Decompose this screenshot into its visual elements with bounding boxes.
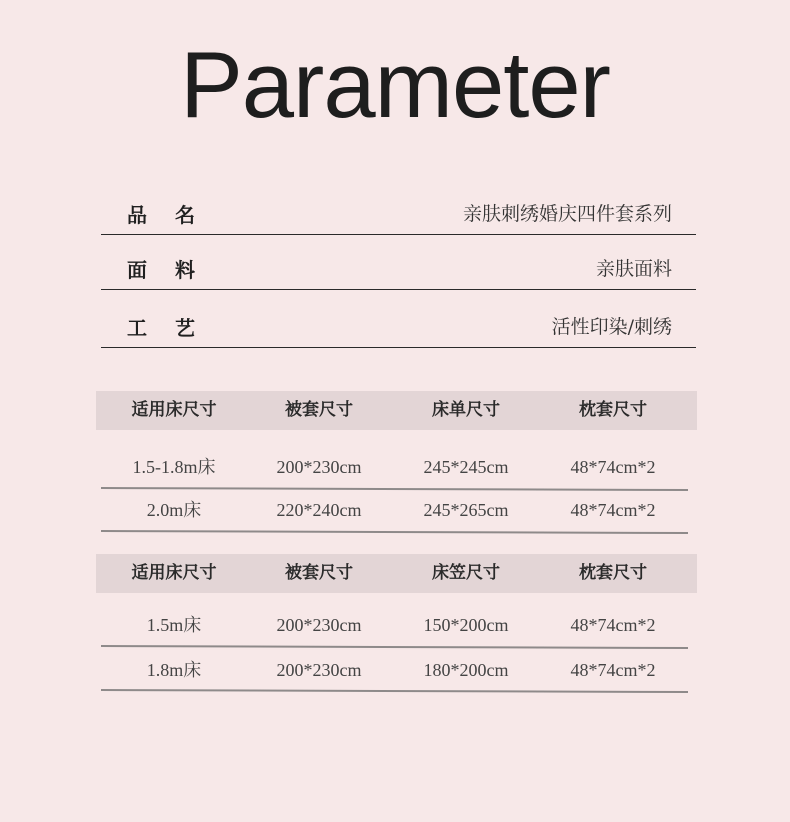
table-row [96, 605, 697, 645]
table-header-cell: 被套尺寸 [285, 400, 353, 420]
page-title: Parameter [180, 32, 610, 137]
table-row [96, 650, 697, 690]
info-value: 活性印染/刺绣 [551, 316, 672, 338]
table-cell: 245*245cm [423, 457, 509, 477]
table-cell: 48*74cm*2 [570, 660, 656, 680]
table-header-cell: 枕套尺寸 [579, 563, 647, 583]
table-cell: 220*240cm [276, 500, 362, 520]
table1-header [96, 391, 697, 430]
info-row-craft [101, 297, 696, 348]
table-cell: 150*200cm [423, 615, 509, 635]
info-value: 亲肤刺绣婚庆四件套系列 [462, 203, 672, 225]
table-cell: 245*265cm [423, 500, 509, 520]
info-label: 品名 [127, 203, 223, 227]
table-header-cell: 被套尺寸 [285, 563, 353, 583]
table-cell: 2.0m床 [146, 500, 202, 520]
table-cell: 180*200cm [423, 660, 509, 680]
table-cell: 48*74cm*2 [570, 615, 656, 635]
info-row-fabric [101, 239, 696, 290]
info-label: 工艺 [127, 316, 223, 340]
row-divider [101, 645, 688, 649]
table-cell: 200*230cm [276, 457, 362, 477]
table-cell: 48*74cm*2 [570, 500, 656, 520]
table-row [96, 490, 697, 530]
table2-header [96, 554, 697, 593]
table-cell: 1.8m床 [146, 660, 202, 680]
table-header-cell: 床单尺寸 [432, 400, 500, 420]
info-label: 面料 [127, 258, 223, 282]
info-row-product-name [101, 184, 696, 235]
table-header-cell: 适用床尺寸 [131, 563, 217, 583]
table-header-cell: 适用床尺寸 [131, 400, 217, 420]
row-divider [101, 530, 688, 534]
table-cell: 200*230cm [276, 660, 362, 680]
table-header-cell: 枕套尺寸 [579, 400, 647, 420]
table-cell: 1.5m床 [146, 615, 202, 635]
table-cell: 200*230cm [276, 615, 362, 635]
table-cell: 48*74cm*2 [570, 457, 656, 477]
table-header-cell: 床笠尺寸 [432, 563, 500, 583]
table-row [96, 447, 697, 487]
info-value: 亲肤面料 [595, 258, 672, 280]
table-cell: 1.5-1.8m床 [132, 457, 216, 477]
